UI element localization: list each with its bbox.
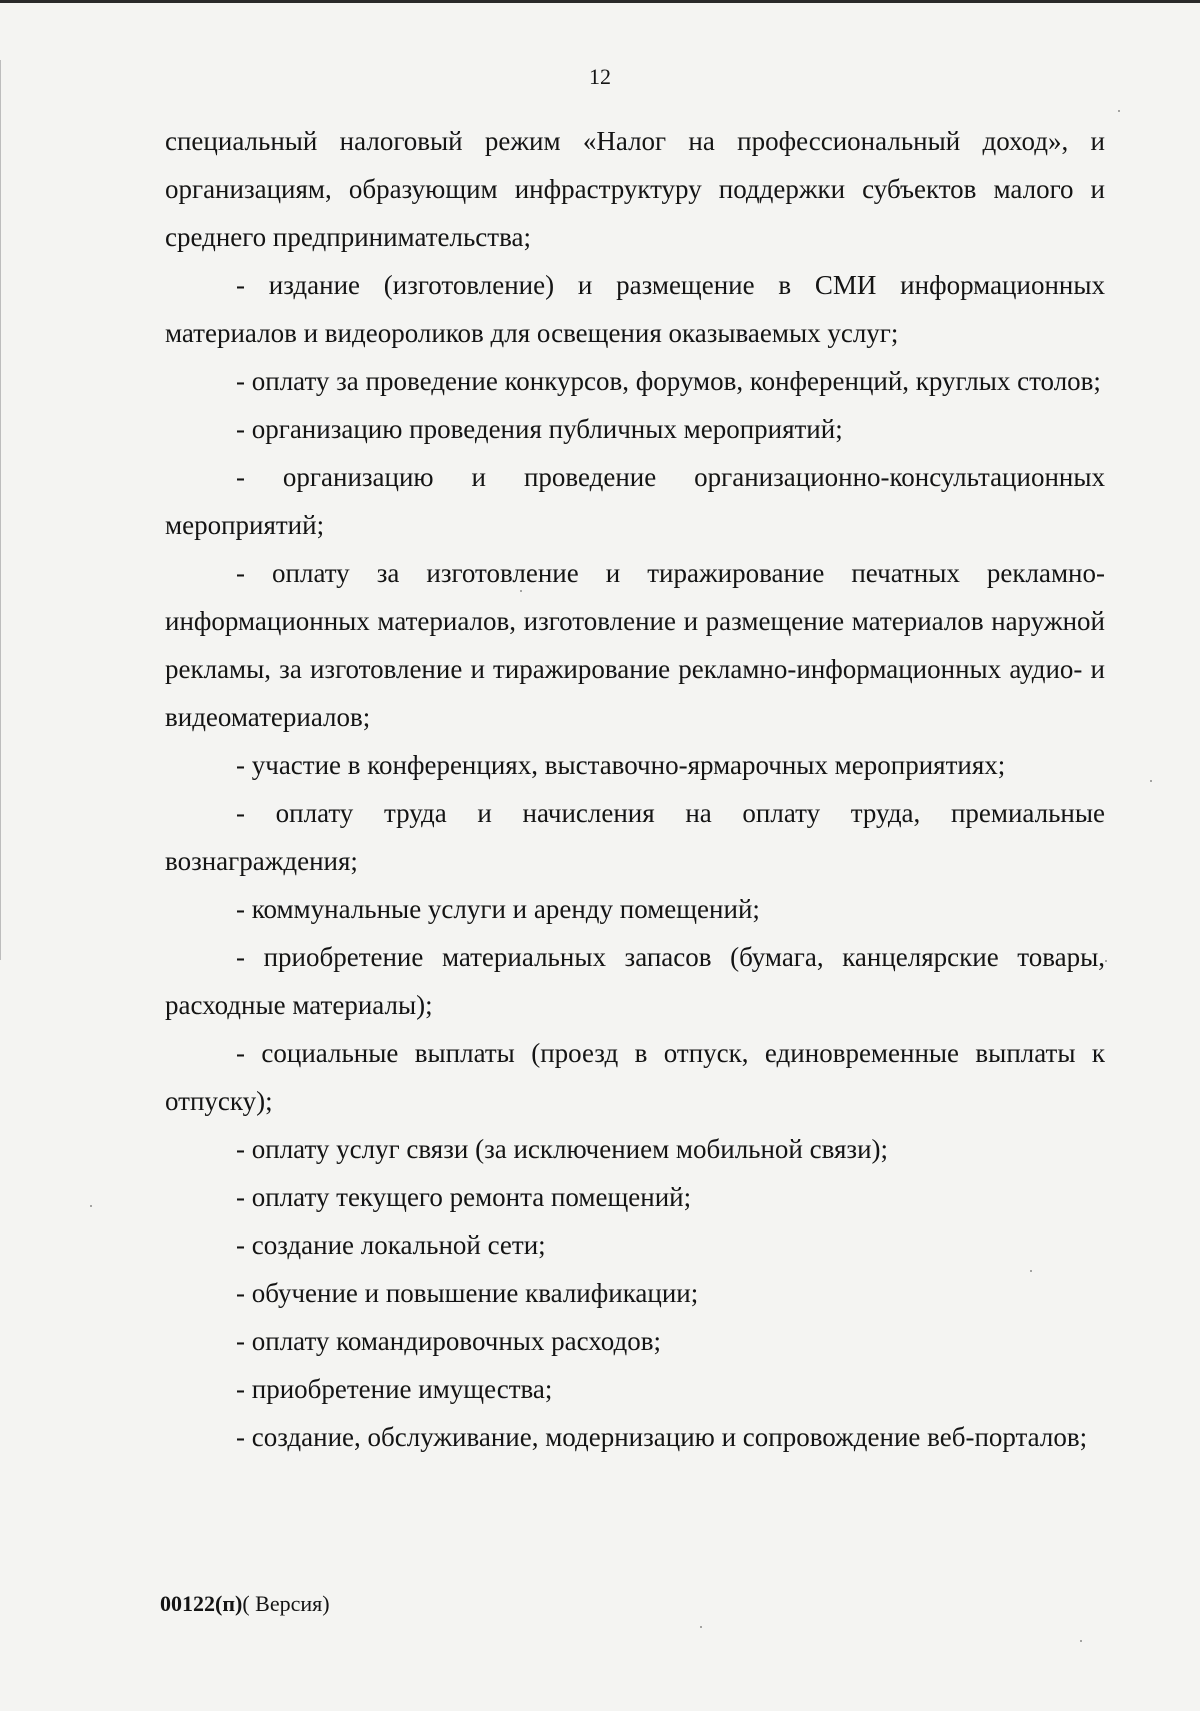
list-item: - приобретение материальных запасов (бумага, канцелярские товары, расходные материалы);	[165, 942, 1105, 1020]
list-item: - оплату за проведение конкурсов, форумов, конференций, круглых столов;	[236, 366, 1101, 396]
list-item: - организацию и проведение организационно-консультационных мероприятий;	[165, 462, 1105, 540]
list-item: - обучение и повышение квалификации;	[236, 1278, 699, 1308]
document-footer	[160, 1591, 330, 1617]
list-item: - участие в конференциях, выставочно-ярмарочных мероприятиях;	[236, 750, 1006, 780]
document-body	[165, 117, 1105, 1461]
list-item: - приобретение имущества;	[236, 1374, 553, 1404]
list-item: - создание, обслуживание, модернизацию и сопровождение веб-порталов;	[236, 1422, 1088, 1452]
document-code: 00122(п)	[160, 1591, 243, 1616]
list-item: - социальные выплаты (проезд в отпуск, единовременные выплаты к отпуску);	[165, 1038, 1105, 1116]
list-item: - коммунальные услуги и аренду помещений;	[236, 894, 760, 924]
list-item: - оплату за изготовление и тиражирование печатных рекламно-информационных материалов, изготовление и размещение материалов наружной рекламы, за изготовление и тиражирование рекламно-информационных аудио- и видеоматериалов;	[165, 558, 1105, 732]
list-item: - издание (изготовление) и размещение в СМИ информационных материалов и видеороликов для освещения оказываемых услуг;	[165, 270, 1105, 348]
list-item: - оплату командировочных расходов;	[236, 1326, 661, 1356]
scan-edge-left	[0, 60, 1, 960]
scan-speck	[1118, 110, 1120, 112]
scan-speck	[700, 1626, 702, 1628]
scan-speck	[1030, 1270, 1032, 1272]
list-item: - оплату труда и начисления на оплату труда, премиальные вознаграждения;	[165, 798, 1105, 876]
page-number: 12	[589, 64, 611, 89]
list-item: - оплату услуг связи (за исключением мобильной связи);	[236, 1134, 889, 1164]
scan-speck	[520, 590, 522, 592]
document-version: ( Версия)	[242, 1591, 330, 1616]
list-item: - создание локальной сети;	[236, 1230, 546, 1260]
scan-speck	[1105, 960, 1107, 962]
scan-speck	[1080, 1640, 1082, 1642]
scan-edge	[0, 0, 1200, 3]
list-item: - организацию проведения публичных мероприятий;	[236, 414, 843, 444]
scan-speck	[1150, 780, 1152, 782]
paragraph: специальный налоговый режим «Налог на профессиональный доход», и организациям, образующим инфраструктуру поддержки субъектов малого и среднего предпринимательства;	[165, 126, 1105, 252]
scan-speck	[90, 1205, 92, 1207]
list-item: - оплату текущего ремонта помещений;	[236, 1182, 692, 1212]
